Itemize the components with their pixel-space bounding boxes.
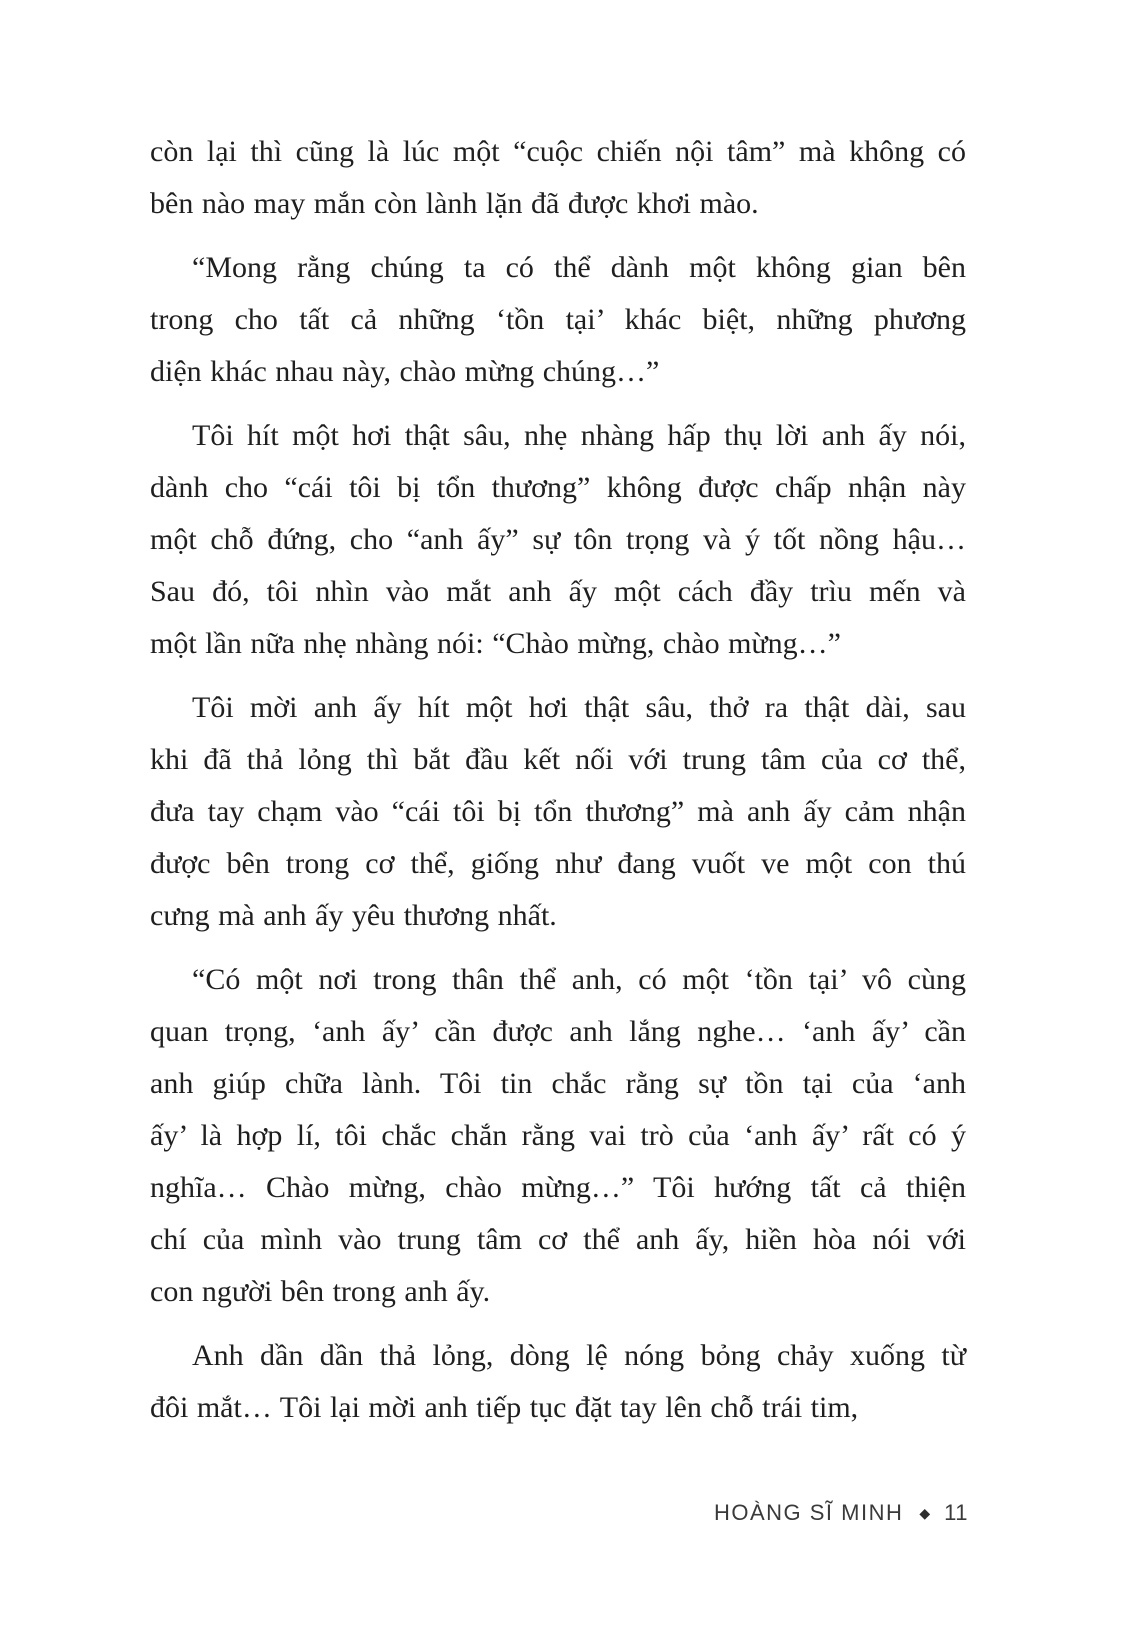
text-line: còn lại thì cũng là lúc một “cuộc chiến nội tâm” mà không có	[150, 135, 966, 168]
paragraph	[150, 682, 966, 942]
footer-author: HOÀNG SĨ MINH	[713, 1500, 904, 1525]
diamond-icon: ◆	[919, 1504, 931, 1521]
text-line: diện khác nhau này, chào mừng chúng…”	[150, 355, 660, 388]
paragraph	[150, 126, 966, 230]
paragraph	[150, 410, 966, 670]
text-line: nghĩa… Chào mừng, chào mừng…” Tôi hướng tất cả thiện	[150, 1171, 966, 1204]
paragraph	[150, 1330, 966, 1434]
text-line: con người bên trong anh ấy.	[150, 1275, 491, 1308]
text-line: được bên trong cơ thể, giống như đang vuốt ve một con thú	[150, 847, 966, 880]
text-line: Tôi mời anh ấy hít một hơi thật sâu, thở ra thật dài, sau	[192, 691, 966, 724]
text-line: chí của mình vào trung tâm cơ thể anh ấy, hiền hòa nói với	[150, 1223, 966, 1256]
text-line: “Có một nơi trong thân thể anh, có một ‘tồn tại’ vô cùng	[192, 963, 966, 996]
text-line: một lần nữa nhẹ nhàng nói: “Chào mừng, chào mừng…”	[150, 627, 841, 660]
paragraph	[150, 954, 966, 1318]
page-number: 11	[944, 1500, 968, 1525]
text-line: cưng mà anh ấy yêu thương nhất.	[150, 899, 557, 932]
text-line: anh giúp chữa lành. Tôi tin chắc rằng sự tồn tại của ‘anh	[150, 1067, 966, 1100]
text-line: Tôi hít một hơi thật sâu, nhẹ nhàng hấp thụ lời anh ấy nói,	[192, 419, 966, 452]
text-line: bên nào may mắn còn lành lặn đã được khơi mào.	[150, 187, 759, 220]
text-line: “Mong rằng chúng ta có thể dành một không gian bên	[192, 251, 966, 284]
text-line: đôi mắt… Tôi lại mời anh tiếp tục đặt tay lên chỗ trái tim,	[150, 1391, 859, 1424]
text-line: một chỗ đứng, cho “anh ấy” sự tôn trọng và ý tốt nồng hậu…	[150, 523, 966, 556]
text-line: dành cho “cái tôi bị tổn thương” không được chấp nhận này	[150, 471, 966, 504]
text-line: Anh dần dần thả lỏng, dòng lệ nóng bỏng chảy xuống từ	[192, 1339, 966, 1372]
text-line: Sau đó, tôi nhìn vào mắt anh ấy một cách đầy trìu mến và	[150, 575, 966, 608]
text-line: khi đã thả lỏng thì bắt đầu kết nối với trung tâm của cơ thể,	[150, 743, 966, 776]
text-line: trong cho tất cả những ‘tồn tại’ khác biệt, những phương	[150, 303, 966, 336]
text-line: đưa tay chạm vào “cái tôi bị tổn thương” mà anh ấy cảm nhận	[150, 795, 966, 828]
paragraph	[150, 242, 966, 398]
text-line: quan trọng, ‘anh ấy’ cần được anh lắng nghe… ‘anh ấy’ cần	[150, 1015, 966, 1048]
text-line: ấy’ là hợp lí, tôi chắc chắn rằng vai trò của ‘anh ấy’ rất có ý	[150, 1119, 966, 1152]
page-footer	[714, 1500, 968, 1526]
book-page-text	[150, 126, 966, 1446]
